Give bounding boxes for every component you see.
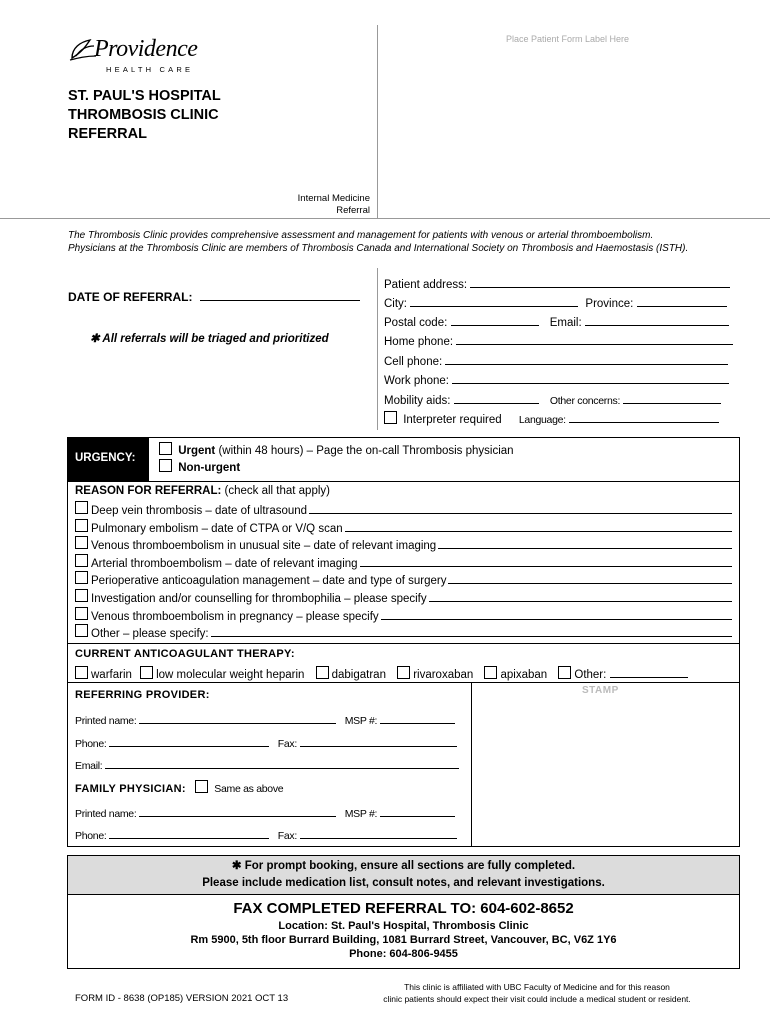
provider-msp-input[interactable] — [380, 712, 455, 724]
reason-label: Investigation and/or counselling for thrombophilia – please specify — [91, 593, 427, 605]
department-label — [298, 193, 370, 217]
urgency-label-cell — [67, 437, 149, 481]
reason-heading-note: (check all that apply) — [221, 485, 330, 497]
urgency-label: URGENCY: — [75, 452, 136, 464]
asterisk-icon: ✱ — [90, 333, 100, 345]
non-urgent-checkbox[interactable] — [159, 459, 172, 472]
family-name-field — [75, 805, 455, 820]
option-label: apixaban — [500, 669, 548, 681]
patient-work-phone-field — [384, 372, 729, 387]
reason-checkbox[interactable] — [75, 519, 88, 532]
reason-item — [75, 554, 732, 570]
field-label: Printed name: — [75, 715, 137, 727]
fax-location: Location: St. Paul's Hospital, Thrombosis Clinic — [278, 920, 529, 932]
reason-detail-input[interactable] — [438, 537, 732, 549]
field-label: Email: — [549, 317, 582, 329]
intro-line: The Thrombosis Clinic provides comprehensive assessment and management for patients with venous or arterial thromboembolism. — [68, 230, 654, 241]
reason-label: Arterial thromboembolism – date of relevant imaging — [91, 557, 358, 570]
field-label: Mobility aids: — [384, 395, 451, 407]
field-label: Phone: — [75, 738, 107, 750]
patient-divider — [377, 268, 378, 430]
reason-detail-input[interactable] — [360, 555, 732, 567]
language-input[interactable] — [569, 411, 719, 423]
other-concerns-input[interactable] — [623, 392, 721, 404]
triage-note — [90, 331, 329, 345]
reason-item — [75, 589, 732, 605]
reason-label: Perioperative anticoagulation management – date and type of surgery — [91, 575, 447, 588]
family-physician-heading — [75, 780, 283, 795]
option-label: rivaroxaban — [413, 669, 474, 681]
patient-mobility-field — [384, 392, 721, 407]
providence-logo — [68, 30, 208, 80]
provider-email-input[interactable] — [105, 757, 459, 769]
date-input[interactable] — [200, 289, 360, 301]
provider-fax-input[interactable] — [300, 735, 457, 747]
reason-checkbox[interactable] — [75, 536, 88, 549]
family-phone-input[interactable] — [109, 827, 269, 839]
reason-detail-input[interactable] — [211, 625, 732, 637]
notice-line-2: Please include medication list, consult notes, and relevant investigations. — [202, 877, 605, 889]
home-phone-input[interactable] — [456, 333, 733, 345]
reason-item — [75, 536, 732, 552]
other-anticoag-checkbox[interactable] — [558, 666, 571, 679]
family-fax-input[interactable] — [300, 827, 457, 839]
field-label: Home phone: — [384, 336, 454, 348]
patient-postal-field — [384, 314, 729, 329]
reason-checkbox[interactable] — [75, 589, 88, 602]
cell-phone-input[interactable] — [445, 353, 728, 365]
option-label: dabigatran — [331, 669, 386, 681]
reason-checkbox[interactable] — [75, 501, 88, 514]
reason-item — [75, 607, 732, 623]
field-label: Language: — [518, 414, 566, 426]
field-label: MSP #: — [344, 715, 378, 727]
patient-address-field — [384, 276, 730, 291]
field-label: Work phone: — [384, 375, 449, 387]
non-urgent-option[interactable] — [159, 459, 240, 474]
department-line: Internal Medicine — [297, 193, 370, 204]
work-phone-input[interactable] — [452, 372, 729, 384]
date-label: DATE OF REFERRAL: — [68, 290, 193, 304]
patient-home-phone-field — [384, 333, 733, 348]
reason-heading-text: REASON FOR REFERRAL: — [75, 485, 222, 497]
province-input[interactable] — [637, 295, 727, 307]
mobility-input[interactable] — [454, 392, 539, 404]
postal-input[interactable] — [451, 314, 539, 326]
reason-label: Venous thromboembolism in unusual site – date of relevant imaging — [91, 540, 437, 553]
stamp-label: STAMP — [582, 685, 619, 696]
reason-item — [75, 501, 732, 517]
form-title-line: THROMBOSIS CLINIC — [68, 107, 219, 123]
anticoag-heading: CURRENT ANTICOAGULANT THERAPY: — [75, 648, 295, 660]
option-label: Other: — [574, 669, 607, 681]
affiliation-note — [347, 981, 727, 1005]
email-input[interactable] — [585, 314, 729, 326]
field-label: Email: — [75, 760, 103, 772]
reason-detail-input[interactable] — [345, 520, 732, 532]
option-label: low molecular weight heparin — [156, 669, 305, 681]
other-anticoag-input[interactable] — [610, 666, 688, 678]
field-label: Interpreter required — [403, 414, 502, 426]
field-label: Patient address: — [384, 279, 468, 291]
family-phone-field — [75, 827, 457, 842]
provider-phone-field — [75, 735, 457, 750]
form-title — [68, 87, 221, 144]
department-line: Referral — [336, 205, 370, 216]
provider-phone-input[interactable] — [109, 735, 269, 747]
warfarin-checkbox[interactable] — [75, 666, 88, 679]
apixaban-checkbox[interactable] — [484, 666, 497, 679]
dabigatran-checkbox[interactable] — [316, 666, 329, 679]
family-msp-input[interactable] — [380, 805, 455, 817]
logo-subtitle: HEALTH CARE — [106, 65, 194, 74]
reason-label: Pulmonary embolism – date of CTPA or V/Q scan — [91, 522, 343, 535]
field-label: City: — [384, 298, 407, 310]
patient-label-placeholder: Place Patient Form Label Here — [506, 34, 630, 44]
same-as-above-checkbox[interactable] — [195, 780, 208, 793]
family-heading-text: FAMILY PHYSICIAN: — [75, 783, 186, 795]
reason-detail-input[interactable] — [429, 590, 732, 602]
affiliation-line: This clinic is affiliated with UBC Faculty of Medicine and for this reason — [404, 982, 670, 992]
urgent-label: Urgent — [178, 445, 216, 457]
booking-notice — [67, 855, 740, 895]
stamp-divider — [471, 682, 472, 847]
triage-note-text: All referrals will be triaged and prioritized — [102, 333, 329, 345]
family-name-input[interactable] — [139, 805, 336, 817]
patient-interpreter-field — [384, 411, 719, 426]
intro-text — [68, 229, 768, 255]
intro-line: Physicians at the Thrombosis Clinic are members of Thrombosis Canada and International Society on Thrombosis and Haemostasis (ISTH). — [68, 243, 689, 254]
city-input[interactable] — [410, 295, 578, 307]
reason-heading — [75, 485, 330, 497]
urgency-rule — [67, 481, 740, 482]
fax-heading: FAX COMPLETED REFERRAL TO: 604-602-8652 — [233, 900, 574, 917]
reason-label: Other – please specify: — [91, 628, 209, 641]
reason-label: Deep vein thrombosis – date of ultrasound — [91, 505, 308, 517]
reason-checkbox[interactable] — [75, 571, 88, 584]
form-id: FORM ID - 8638 (OP185) VERSION 2021 OCT 13 — [75, 993, 289, 1004]
asterisk-icon: ✱ — [231, 860, 242, 872]
reason-label: Venous thromboembolism in pregnancy – please specify — [91, 610, 379, 623]
field-label: Other concerns: — [549, 395, 621, 407]
fax-box — [67, 895, 740, 969]
field-label: Fax: — [277, 830, 297, 842]
notice-line-1-text: For prompt booking, ensure all sections are fully completed. — [244, 860, 576, 872]
header-rule — [0, 218, 770, 219]
reason-item — [75, 519, 732, 535]
header-divider — [377, 25, 378, 218]
urgent-option[interactable] — [159, 442, 514, 457]
patient-cell-phone-field — [384, 353, 728, 368]
field-label: Phone: — [75, 830, 107, 842]
rivaroxaban-checkbox[interactable] — [397, 666, 410, 679]
reason-detail-input[interactable] — [309, 502, 732, 514]
urgent-checkbox[interactable] — [159, 442, 172, 455]
patient-address-input[interactable] — [470, 276, 730, 288]
provider-rule — [67, 682, 740, 683]
reason-checkbox[interactable] — [75, 607, 88, 620]
reason-item — [75, 624, 732, 640]
fax-address: Rm 5900, 5th floor Burrard Building, 1081 Burrard Street, Vancouver, BC, V6Z 1Y6 — [190, 934, 617, 946]
field-label: Cell phone: — [384, 356, 443, 368]
provider-email-field — [75, 757, 459, 772]
reason-item — [75, 571, 732, 587]
field-label: Province: — [585, 298, 634, 310]
anticoag-rule — [67, 643, 740, 644]
reason-detail-input[interactable] — [381, 608, 732, 620]
field-label: Postal code: — [384, 317, 448, 329]
urgent-description: (within 48 hours) – Page the on-call Thrombosis physician — [215, 445, 514, 457]
fax-phone: Phone: 604-806-9455 — [349, 948, 458, 960]
anticoag-options — [75, 666, 688, 681]
notice-line-1 — [68, 858, 739, 875]
reason-detail-input[interactable] — [448, 572, 732, 584]
reason-checkbox[interactable] — [75, 624, 88, 637]
non-urgent-label: Non-urgent — [178, 462, 241, 474]
interpreter-checkbox[interactable] — [384, 411, 397, 424]
referring-provider-heading: REFERRING PROVIDER: — [75, 689, 210, 701]
form-title-line: ST. PAUL'S HOSPITAL — [68, 88, 221, 104]
logo-wordmark: Providence — [94, 36, 198, 62]
date-of-referral-field — [68, 289, 360, 304]
reason-checkbox[interactable] — [75, 554, 88, 567]
provider-name-input[interactable] — [139, 712, 336, 724]
provider-name-field — [75, 712, 455, 727]
same-as-above-label: Same as above — [214, 783, 284, 795]
patient-city-field — [384, 295, 727, 310]
lmwh-checkbox[interactable] — [140, 666, 153, 679]
field-label: Fax: — [277, 738, 297, 750]
field-label: MSP #: — [344, 808, 378, 820]
field-label: Printed name: — [75, 808, 137, 820]
affiliation-line: clinic patients should expect their visit could include a medical student or resident. — [383, 994, 691, 1004]
option-label: warfarin — [91, 669, 132, 681]
form-title-line: REFERRAL — [68, 126, 147, 142]
